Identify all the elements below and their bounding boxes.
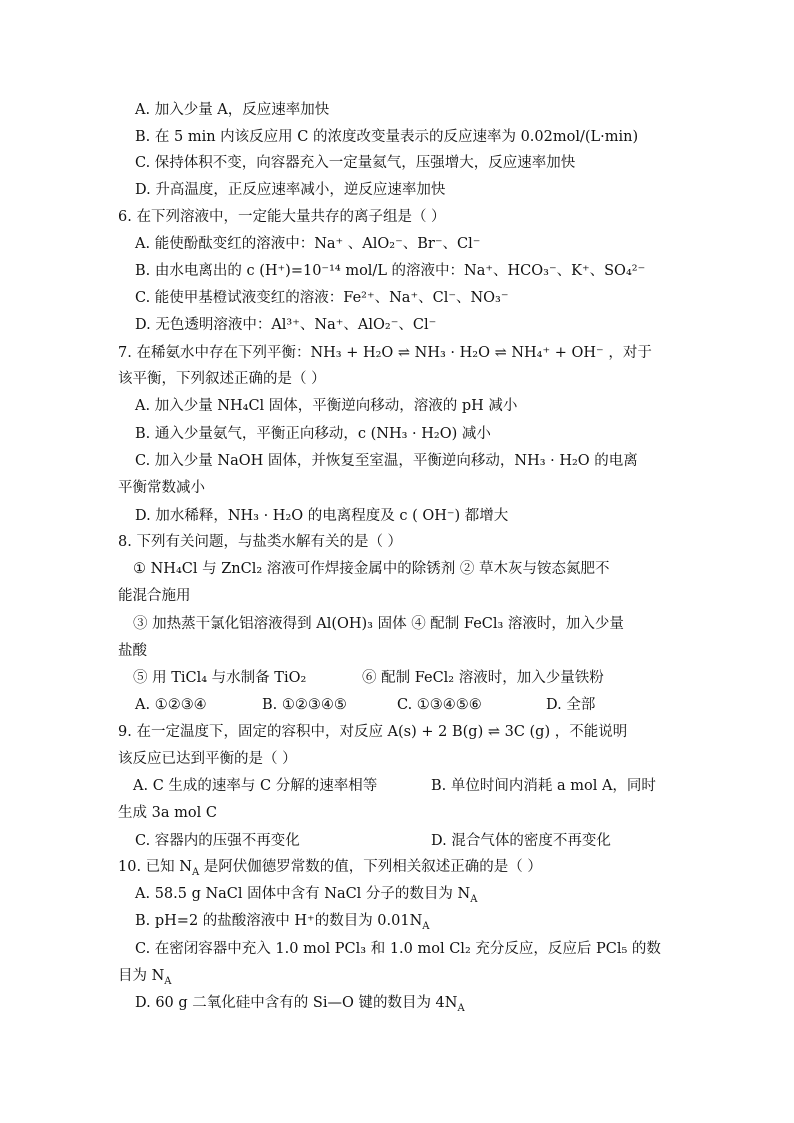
q9-option-a: A. C 生成的速率与 C 分解的速率相等 [133,778,378,794]
q7-option-b: B. 通入少量氨气，平衡正向移动，c (NH₃ · H₂O) 减小 [135,426,491,442]
q5-option-b: B. 在 5 min 内该反应用 C 的浓度改变量表示的反应速率为 0.02mol/(L·min) [135,129,639,145]
q10-option-b: B. pH=2 的盐酸溶液中 H⁺的数目为 $0.01N_A$ [135,913,430,932]
q5-option-d: D. 升高温度，正反应速率减小，逆反应速率加快 [135,182,446,198]
q10-option-d: D. 60 g 二氧化硅中含有的 Si—O 键的数目为 $4N_A$ [135,995,465,1014]
q9-stem-cont: 该反应已达到平衡的是（ ） [118,751,297,767]
q10-option-c-cont: 目为 $N_A$ [118,968,172,987]
q7-stem: 7. 在稀氨水中存在下列平衡：NH₃ + H₂O ⇌ NH₃ · H₂O ⇌ NH₄⁺ + OH⁻ ，对于 [118,345,652,361]
q9-option-d: D. 混合气体的密度不再变化 [431,833,611,849]
q9-stem: 9. 在一定温度下，固定的容积中，对反应 A(s) + 2 B(g) ⇌ 3C (g) ，不能说明 [118,724,628,740]
q6-stem: 6. 在下列溶液中，一定能大量共存的离子组是（ ） [118,209,446,225]
q6-option-b: B. 由水电离出的 c (H⁺)=10⁻¹⁴ mol/L 的溶液中：Na⁺、HCO₃⁻、K⁺、SO₄²⁻ [135,263,646,279]
q8-items-3-4: ③ 加热蒸干氯化铝溶液得到 Al(OH)₃ 固体 ④ 配制 FeCl₃ 溶液时，加入少量 [133,616,624,632]
q8-option-b: B. ①②③④⑤ [262,697,347,713]
q6-option-a: A. 能使酚酞变红的溶液中：Na⁺ 、AlO₂⁻、Br⁻、Cl⁻ [135,236,481,252]
q8-items-1-2: ① NH₄Cl 与 ZnCl₂ 溶液可作焊接金属中的除锈剂 ② 草木灰与铵态氮肥不 [133,561,610,577]
q9-option-c: C. 容器内的压强不再变化 [135,833,300,849]
q6-option-c: C. 能使甲基橙试液变红的溶液：Fe²⁺、Na⁺、Cl⁻、NO₃⁻ [135,290,509,306]
q8-item-5: ⑤ 用 TiCl₄ 与水制备 TiO₂ [133,670,307,686]
q8-option-a: A. ①②③④ [135,697,207,713]
q9-option-b: B. 单位时间内消耗 a mol A，同时 [431,778,656,794]
q8-item-6: ⑥ 配制 FeCl₂ 溶液时，加入少量铁粉 [362,670,604,686]
q7-option-a: A. 加入少量 NH₄Cl 固体，平衡逆向移动，溶液的 pH 减小 [135,398,518,414]
q5-option-c: C. 保持体积不变，向容器充入一定量氦气，压强增大，反应速率加快 [135,155,576,171]
q9-option-b-cont: 生成 3a mol C [118,805,217,821]
q8-option-c: C. ①③④⑤⑥ [397,697,482,713]
q10-option-a: A. 58.5 g NaCl 固体中含有 NaCl 分子的数目为 $N_A$ [135,886,478,905]
q10-stem: 10. 已知 $N_A$ 是阿伏伽德罗常数的值，下列相关叙述正确的是（ ） [118,859,542,878]
q7-stem-cont: 该平衡，下列叙述正确的是（ ） [118,371,326,387]
q8-item-4-cont: 盐酸 [118,643,147,659]
q5-option-a: A. 加入少量 A，反应速率加快 [135,102,330,118]
q8-item-2-cont: 能混合施用 [118,588,191,604]
q7-option-c-cont: 平衡常数减小 [118,480,205,496]
q10-option-c: C. 在密闭容器中充入 1.0 mol PCl₃ 和 1.0 mol Cl₂ 充分反应，反应后 PCl₅ 的数 [135,941,661,957]
q8-stem: 8. 下列有关问题，与盐类水解有关的是（ ） [118,534,403,550]
q7-option-c: C. 加入少量 NaOH 固体，并恢复至室温，平衡逆向移动，NH₃ · H₂O 的电离 [135,453,638,469]
q7-option-d: D. 加水稀释，NH₃ · H₂O 的电离程度及 c ( OH⁻) 都增大 [135,508,509,524]
q8-option-d: D. 全部 [546,697,596,713]
q6-option-d: D. 无色透明溶液中：Al³⁺、Na⁺、AlO₂⁻、Cl⁻ [135,317,437,333]
